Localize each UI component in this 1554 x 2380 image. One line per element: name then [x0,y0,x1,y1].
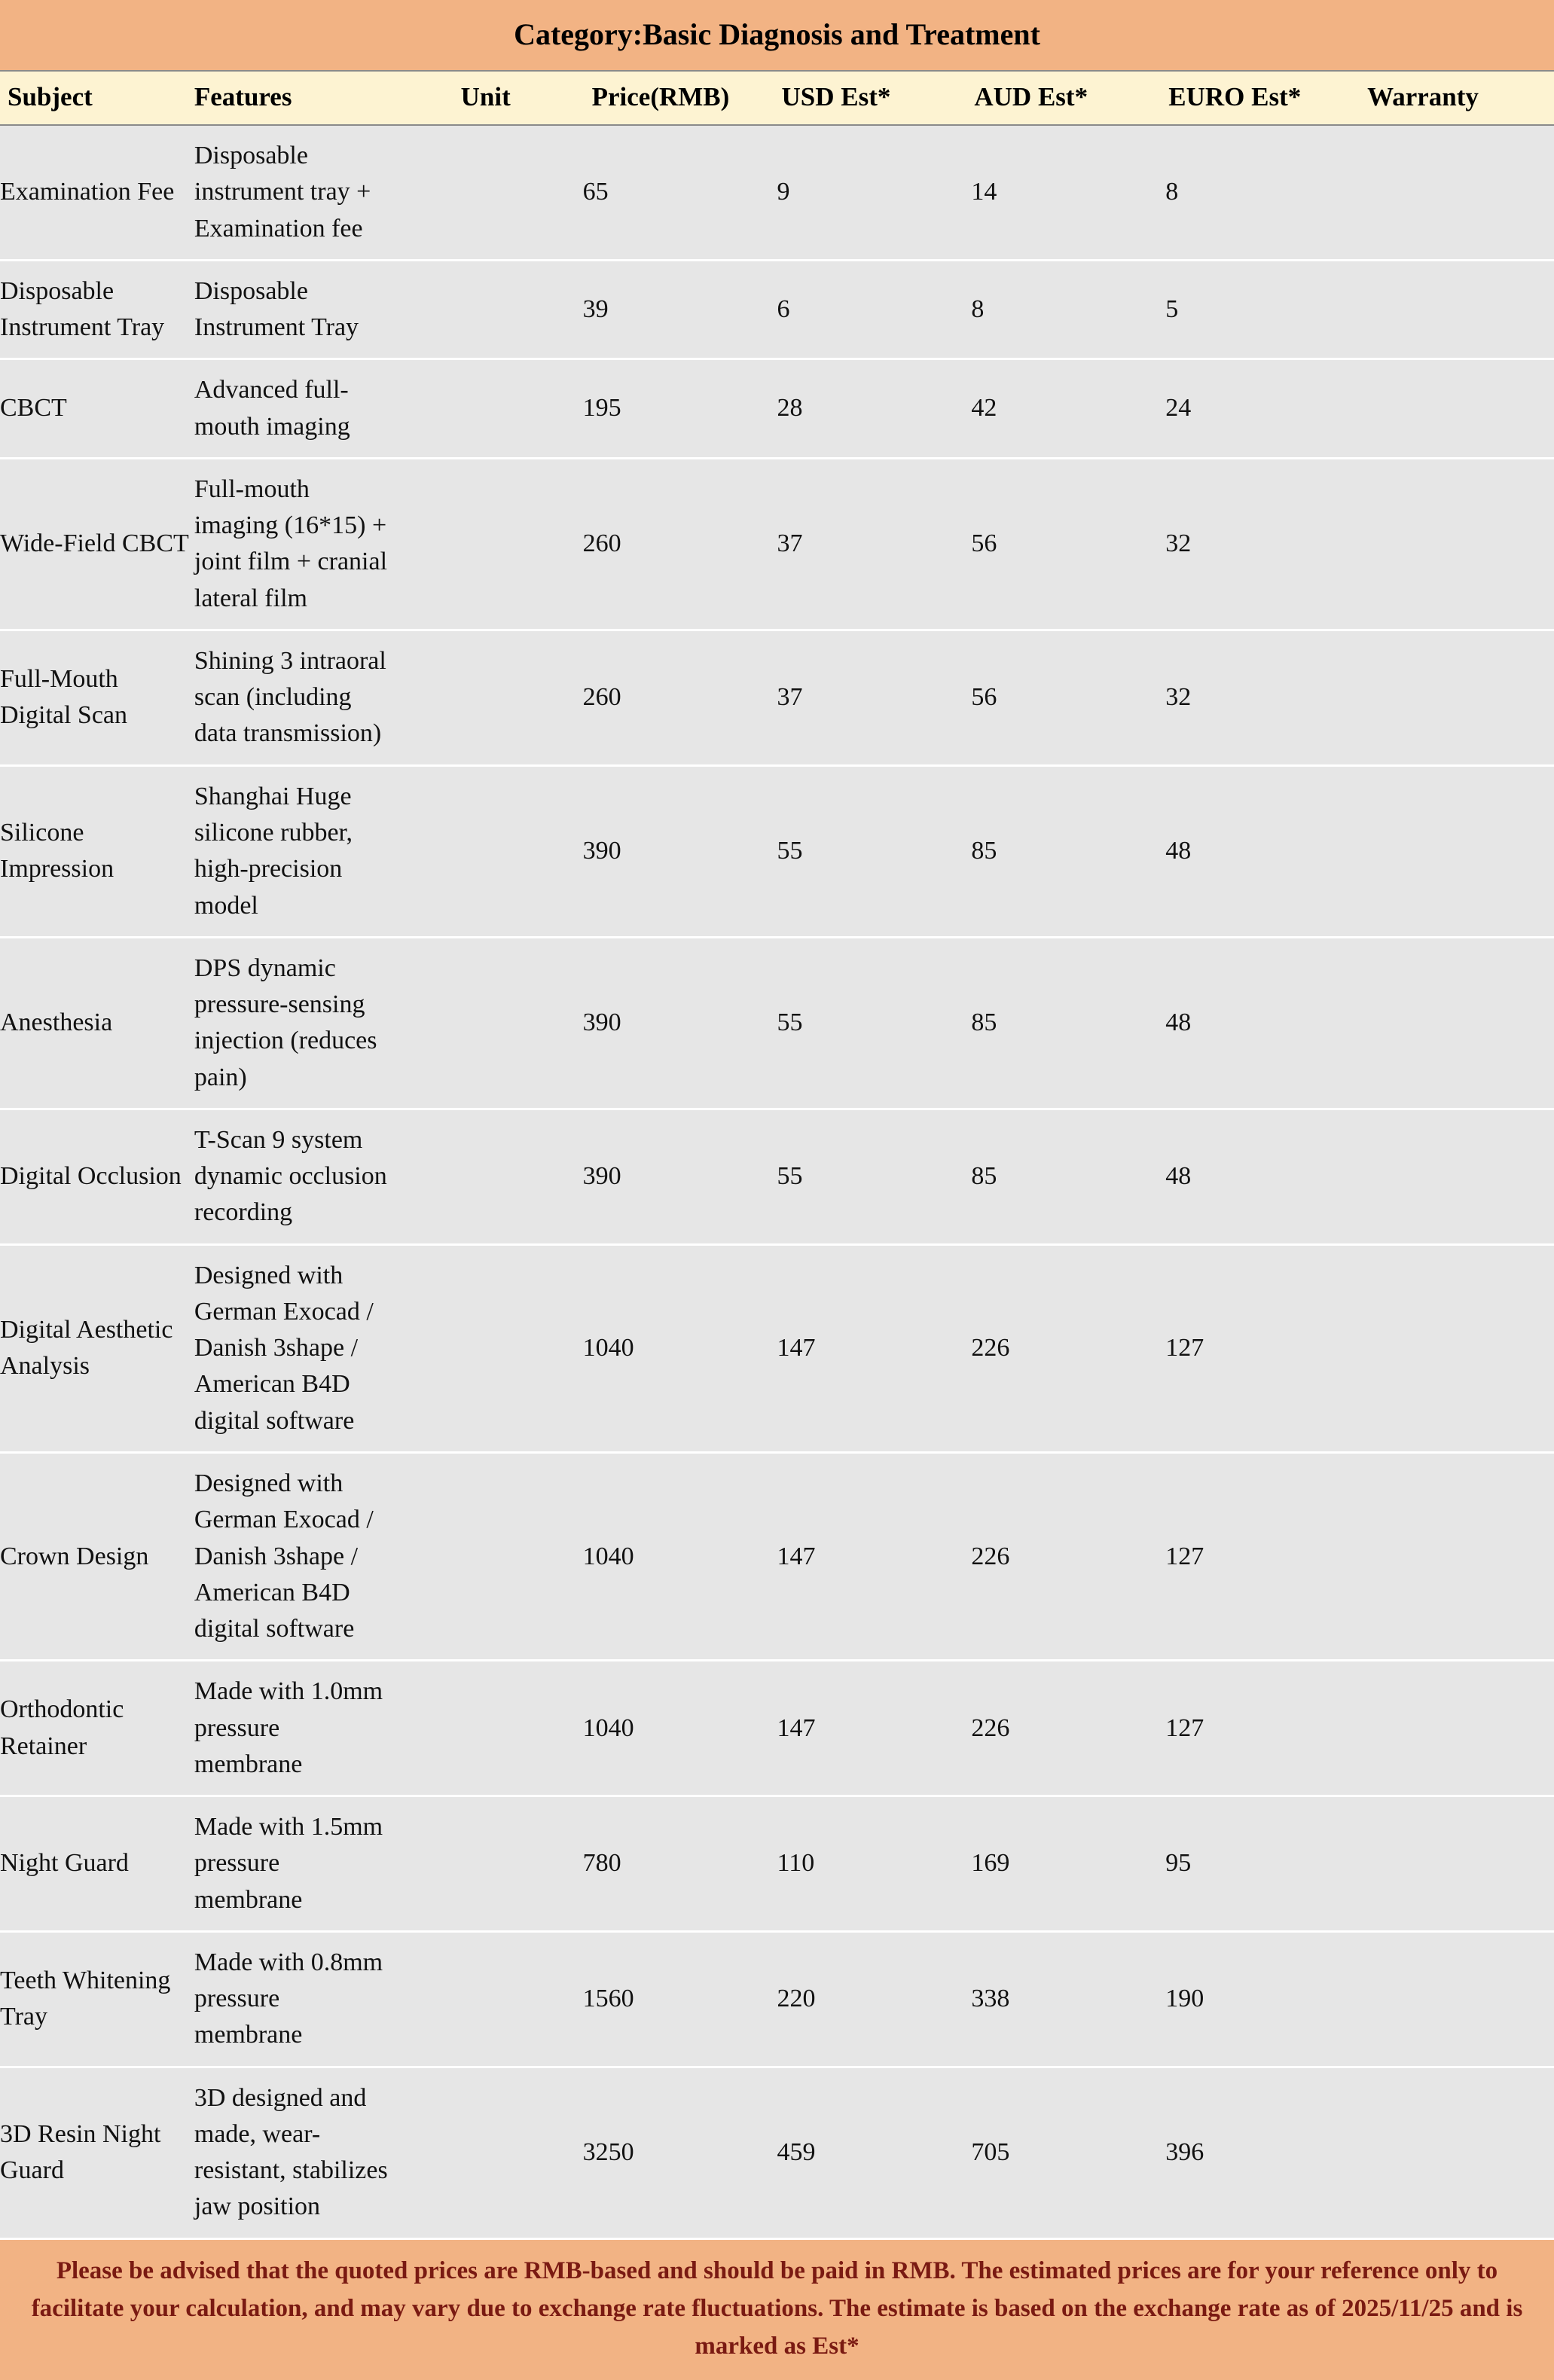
cell-euro: 127 [1165,1452,1360,1660]
cell-price: 1040 [583,1661,777,1796]
cell-price: 65 [583,125,777,260]
cell-subject: Silicone Impression [0,765,194,937]
cell-price: 1560 [583,1931,777,2067]
table-row [0,1931,1554,2067]
cell-aud: 42 [971,359,1165,459]
cell-euro: 190 [1165,1931,1360,2067]
cell-price: 780 [583,1796,777,1932]
table-row [0,1109,1554,1244]
cell-euro: 32 [1165,630,1360,765]
cell-subject: Disposable Instrument Tray [0,260,194,359]
cell-usd: 147 [777,1452,972,1660]
column-header-price: Price(RMB) [583,71,777,125]
cell-price: 260 [583,458,777,630]
cell-euro: 127 [1165,1244,1360,1452]
cell-euro: 396 [1165,2067,1360,2238]
cell-unit [389,765,583,937]
cell-price: 390 [583,765,777,937]
cell-unit [389,1661,583,1796]
cell-features: Shanghai Huge silicone rubber, high-precision model [194,765,389,937]
cell-aud: 85 [971,1109,1165,1244]
cell-unit [389,937,583,1109]
cell-price: 390 [583,1109,777,1244]
cell-unit [389,630,583,765]
cell-price: 260 [583,630,777,765]
cell-warranty [1360,1109,1554,1244]
cell-subject: 3D Resin Night Guard [0,2067,194,2238]
cell-aud: 226 [971,1661,1165,1796]
cell-aud: 85 [971,937,1165,1109]
cell-warranty [1360,1796,1554,1932]
table-row [0,765,1554,937]
cell-price: 1040 [583,1244,777,1452]
cell-features: T-Scan 9 system dynamic occlusion recording [194,1109,389,1244]
cell-subject: CBCT [0,359,194,459]
table-row [0,458,1554,630]
cell-unit [389,260,583,359]
cell-price: 195 [583,359,777,459]
cell-subject: Crown Design [0,1452,194,1660]
cell-subject: Digital Aesthetic Analysis [0,1244,194,1452]
cell-usd: 28 [777,359,972,459]
cell-aud: 8 [971,260,1165,359]
cell-usd: 37 [777,630,972,765]
cell-warranty [1360,937,1554,1109]
cell-subject: Examination Fee [0,125,194,260]
cell-aud: 705 [971,2067,1165,2238]
cell-features: Shining 3 intraoral scan (including data transmission) [194,630,389,765]
table-row [0,630,1554,765]
cell-euro: 24 [1165,359,1360,459]
cell-unit [389,1931,583,2067]
column-header-usd: USD Est* [777,71,972,125]
cell-features: Designed with German Exocad / Danish 3shape / American B4D digital software [194,1452,389,1660]
cell-unit [389,1109,583,1244]
cell-euro: 127 [1165,1661,1360,1796]
cell-aud: 338 [971,1931,1165,2067]
cell-warranty [1360,1452,1554,1660]
footnote-text: Please be advised that the quoted prices are RMB-based and should be paid in RMB. The estimated prices are for your reference only to facilitate your calculation, and may vary due to exchange rate fluctuations. The estimate is based on the exchange rate as of 2025/11/25 and is marked as Est* [0,2238,1554,2380]
cell-aud: 56 [971,458,1165,630]
cell-usd: 9 [777,125,972,260]
table-row [0,2067,1554,2238]
cell-usd: 37 [777,458,972,630]
cell-warranty [1360,260,1554,359]
cell-price: 3250 [583,2067,777,2238]
column-header-subject: Subject [0,71,194,125]
cell-features: Advanced full-mouth imaging [194,359,389,459]
cell-subject: Orthodontic Retainer [0,1661,194,1796]
cell-warranty [1360,630,1554,765]
cell-usd: 6 [777,260,972,359]
cell-features: Disposable instrument tray + Examination fee [194,125,389,260]
cell-usd: 110 [777,1796,972,1932]
cell-subject: Anesthesia [0,937,194,1109]
cell-warranty [1360,359,1554,459]
cell-features: Disposable Instrument Tray [194,260,389,359]
table-row [0,125,1554,260]
cell-price: 39 [583,260,777,359]
cell-subject: Teeth Whitening Tray [0,1931,194,2067]
cell-subject: Digital Occlusion [0,1109,194,1244]
cell-usd: 459 [777,2067,972,2238]
cell-euro: 5 [1165,260,1360,359]
cell-euro: 48 [1165,765,1360,937]
cell-usd: 55 [777,1109,972,1244]
cell-aud: 226 [971,1452,1165,1660]
table-row [0,1244,1554,1452]
cell-warranty [1360,125,1554,260]
cell-unit [389,359,583,459]
cell-usd: 55 [777,765,972,937]
cell-features: Made with 1.0mm pressure membrane [194,1661,389,1796]
cell-warranty [1360,765,1554,937]
cell-unit [389,1796,583,1932]
cell-features: Full-mouth imaging (16*15) + joint film + cranial lateral film [194,458,389,630]
cell-aud: 14 [971,125,1165,260]
cell-warranty [1360,1244,1554,1452]
cell-subject: Full-Mouth Digital Scan [0,630,194,765]
cell-euro: 95 [1165,1796,1360,1932]
table-row [0,1661,1554,1796]
column-header-euro: EURO Est* [1165,71,1360,125]
cell-aud: 56 [971,630,1165,765]
cell-usd: 220 [777,1931,972,2067]
footnote-row [0,2238,1554,2380]
column-header-unit: Unit [389,71,583,125]
cell-price: 390 [583,937,777,1109]
cell-price: 1040 [583,1452,777,1660]
cell-aud: 85 [971,765,1165,937]
page-title: Category:Basic Diagnosis and Treatment [0,0,1554,71]
cell-unit [389,1452,583,1660]
column-header-warranty: Warranty [1360,71,1554,125]
cell-usd: 147 [777,1244,972,1452]
cell-features: Made with 1.5mm pressure membrane [194,1796,389,1932]
cell-subject: Night Guard [0,1796,194,1932]
cell-aud: 169 [971,1796,1165,1932]
cell-warranty [1360,1661,1554,1796]
cell-euro: 8 [1165,125,1360,260]
cell-warranty [1360,1931,1554,2067]
column-header-features: Features [194,71,389,125]
column-header-aud: AUD Est* [971,71,1165,125]
table-row [0,1452,1554,1660]
cell-features: 3D designed and made, wear-resistant, stabilizes jaw position [194,2067,389,2238]
cell-usd: 147 [777,1661,972,1796]
cell-warranty [1360,2067,1554,2238]
table-header-row [0,71,1554,125]
table-row [0,359,1554,459]
cell-unit [389,125,583,260]
cell-euro: 48 [1165,937,1360,1109]
cell-unit [389,1244,583,1452]
table-row [0,937,1554,1109]
cell-unit [389,458,583,630]
cell-euro: 48 [1165,1109,1360,1244]
table-row [0,1796,1554,1932]
cell-euro: 32 [1165,458,1360,630]
table-row [0,260,1554,359]
cell-usd: 55 [777,937,972,1109]
cell-features: Made with 0.8mm pressure membrane [194,1931,389,2067]
cell-unit [389,2067,583,2238]
cell-features: Designed with German Exocad / Danish 3shape / American B4D digital software [194,1244,389,1452]
table-title-row [0,0,1554,71]
cell-subject: Wide-Field CBCT [0,458,194,630]
cell-warranty [1360,458,1554,630]
cell-aud: 226 [971,1244,1165,1452]
cell-features: DPS dynamic pressure-sensing injection (reduces pain) [194,937,389,1109]
